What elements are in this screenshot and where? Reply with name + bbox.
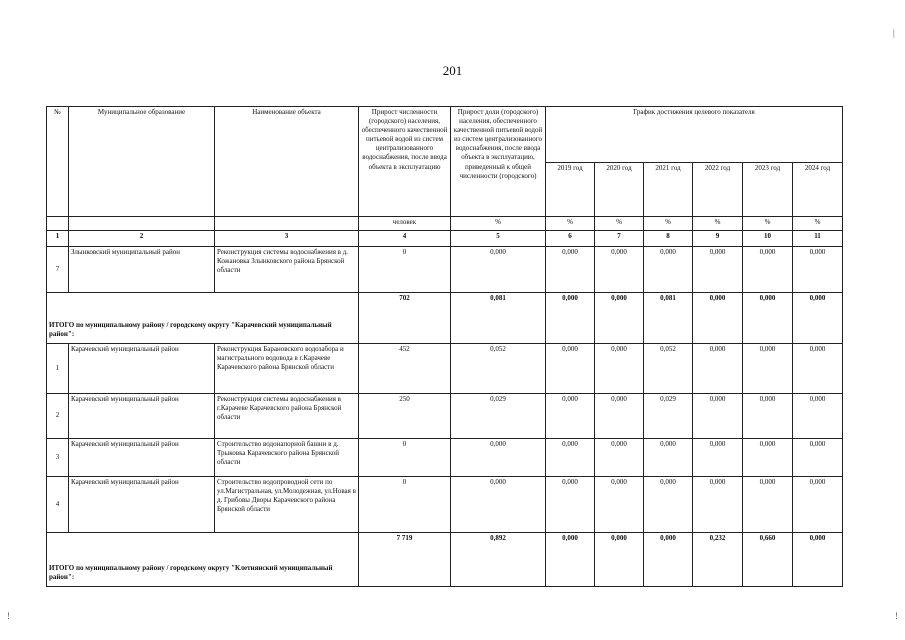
share-cell: 0,000: [451, 477, 546, 533]
col-number: 9: [693, 231, 743, 247]
unit-percent: %: [793, 217, 843, 231]
year-value: 0,000: [743, 439, 793, 477]
people-cell: 7 719: [359, 533, 451, 587]
table-row: [47, 344, 843, 394]
year-value: 0,000: [743, 293, 793, 344]
total-label: ИТОГО по муниципальному району / городскому округу "Клетнянский муниципальный район":: [47, 533, 359, 587]
year-value: 0,000: [693, 293, 743, 344]
scan-mark: !: [7, 611, 10, 621]
unit-percent: %: [546, 217, 595, 231]
year-value: 0,000: [793, 344, 843, 394]
object-cell: Реконструкция системы водоснабжения в г.Карачеве Карачевского района Брянской области: [215, 394, 359, 439]
header-year: 2019 год: [546, 163, 595, 217]
table-row: [47, 394, 843, 439]
year-value: 0,000: [793, 394, 843, 439]
year-value: 0,000: [743, 344, 793, 394]
col-number: 7: [595, 231, 644, 247]
year-value: 0,000: [693, 394, 743, 439]
header-year: 2022 год: [693, 163, 743, 217]
year-value: 0,000: [595, 477, 644, 533]
year-value: 0,000: [595, 344, 644, 394]
year-value: 0,000: [743, 247, 793, 293]
row-number: 4: [47, 477, 69, 533]
header-year: 2021 год: [644, 163, 693, 217]
row-number: 7: [47, 247, 69, 293]
unit-percent: %: [693, 217, 743, 231]
col-number: 2: [69, 231, 215, 247]
year-value: 0,000: [743, 477, 793, 533]
year-value: 0,000: [793, 477, 843, 533]
year-value: 0,000: [644, 247, 693, 293]
year-value: 0,081: [644, 293, 693, 344]
people-cell: 0: [359, 477, 451, 533]
people-cell: 250: [359, 394, 451, 439]
share-cell: 0,052: [451, 344, 546, 394]
total-row: [47, 533, 843, 587]
object-cell: Строительство водопроводной сети по ул.Магистральная, ул.Молодежная, ул.Новая в д. Грибовы Дворы Карачевского района Брянской области: [215, 477, 359, 533]
year-value: 0,052: [644, 344, 693, 394]
unit-percent: %: [451, 217, 546, 231]
share-cell: 0,081: [451, 293, 546, 344]
municipality-cell: Злынковский муниципальный район: [69, 247, 215, 293]
share-cell: 0,029: [451, 394, 546, 439]
col-number: 5: [451, 231, 546, 247]
people-cell: 702: [359, 293, 451, 344]
year-value: 0,000: [693, 247, 743, 293]
year-value: 0,660: [743, 533, 793, 587]
object-cell: Реконструкция системы водоснабжения в д. Кожановка Злынковского района Брянской области: [215, 247, 359, 293]
year-value: 0,000: [595, 394, 644, 439]
col-number: 1: [47, 231, 69, 247]
year-value: 0,000: [793, 439, 843, 477]
total-row: [47, 293, 843, 344]
unit-percent: %: [743, 217, 793, 231]
object-cell: Строительство водонапорной башни в д. Трыковка Карачевского района Брянской области: [215, 439, 359, 477]
municipality-cell: Карачевский муниципальный район: [69, 439, 215, 477]
share-cell: 0,892: [451, 533, 546, 587]
row-number: 3: [47, 439, 69, 477]
table-row: [47, 477, 843, 533]
year-value: 0,000: [546, 293, 595, 344]
col-number: 4: [359, 231, 451, 247]
year-value: 0,029: [644, 394, 693, 439]
year-value: 0,000: [546, 439, 595, 477]
header-year: 2024 год: [793, 163, 843, 217]
people-cell: 0: [359, 439, 451, 477]
col-number: 8: [644, 231, 693, 247]
year-value: 0,232: [693, 533, 743, 587]
year-value: 0,000: [793, 533, 843, 587]
object-cell: Реконструкция Барановского водозабора и магистрального водовода в г.Карачеве Карачевского района Брянской области: [215, 344, 359, 394]
header-year: 2023 год: [743, 163, 793, 217]
unit-percent: %: [595, 217, 644, 231]
header-year: 2020 год: [595, 163, 644, 217]
year-value: 0,000: [595, 293, 644, 344]
target-indicator-table: [46, 106, 843, 587]
year-value: 0,000: [793, 247, 843, 293]
year-value: 0,000: [595, 533, 644, 587]
year-value: 0,000: [693, 344, 743, 394]
unit-percent: %: [644, 217, 693, 231]
unit-people: человек: [359, 217, 451, 231]
row-number: 1: [47, 344, 69, 394]
year-value: 0,000: [546, 247, 595, 293]
header-num: №: [47, 107, 69, 217]
header-object: Наименование объекта: [215, 107, 359, 217]
year-value: 0,000: [644, 533, 693, 587]
people-cell: 0: [359, 247, 451, 293]
scan-mark: |: [893, 28, 895, 38]
col-number: 3: [215, 231, 359, 247]
header-pop-increase: Прирост численности (городского) населения, обеспеченного качественной питьевой водой из систем централизованного водоснабжения, после ввода объекта в эксплуатацию: [359, 107, 451, 217]
year-value: 0,000: [595, 439, 644, 477]
year-value: 0,000: [644, 477, 693, 533]
year-value: 0,000: [644, 439, 693, 477]
year-value: 0,000: [693, 477, 743, 533]
share-cell: 0,000: [451, 439, 546, 477]
col-number: 6: [546, 231, 595, 247]
year-value: 0,000: [546, 533, 595, 587]
page-number: 201: [442, 63, 463, 78]
table-row: [47, 247, 843, 293]
col-number: 11: [793, 231, 843, 247]
people-cell: 452: [359, 344, 451, 394]
year-value: 0,000: [595, 247, 644, 293]
year-value: 0,000: [546, 394, 595, 439]
year-value: 0,000: [546, 477, 595, 533]
col-number: 10: [743, 231, 793, 247]
year-value: 0,000: [743, 394, 793, 439]
row-number: 2: [47, 394, 69, 439]
table-row: [47, 439, 843, 477]
year-value: 0,000: [693, 439, 743, 477]
header-share-increase: Прирост доли (городского) населения, обеспеченного качественной питьевой водой из систем централизованного водоснабжения, после ввода объекта в эксплуатацию, приведенный к общей численности (городского): [451, 107, 546, 217]
year-value: 0,000: [793, 293, 843, 344]
municipality-cell: Карачевский муниципальный район: [69, 394, 215, 439]
share-cell: 0,000: [451, 247, 546, 293]
header-municipality: Муниципальное образование: [69, 107, 215, 217]
total-label: ИТОГО по муниципальному району / городскому округу "Карачевский муниципальный район":: [47, 293, 359, 344]
scan-mark: !: [895, 611, 898, 621]
municipality-cell: Карачевский муниципальный район: [69, 344, 215, 394]
year-value: 0,000: [546, 344, 595, 394]
municipality-cell: Карачевский муниципальный район: [69, 477, 215, 533]
header-schedule: График достижения целевого показателя: [546, 107, 843, 163]
